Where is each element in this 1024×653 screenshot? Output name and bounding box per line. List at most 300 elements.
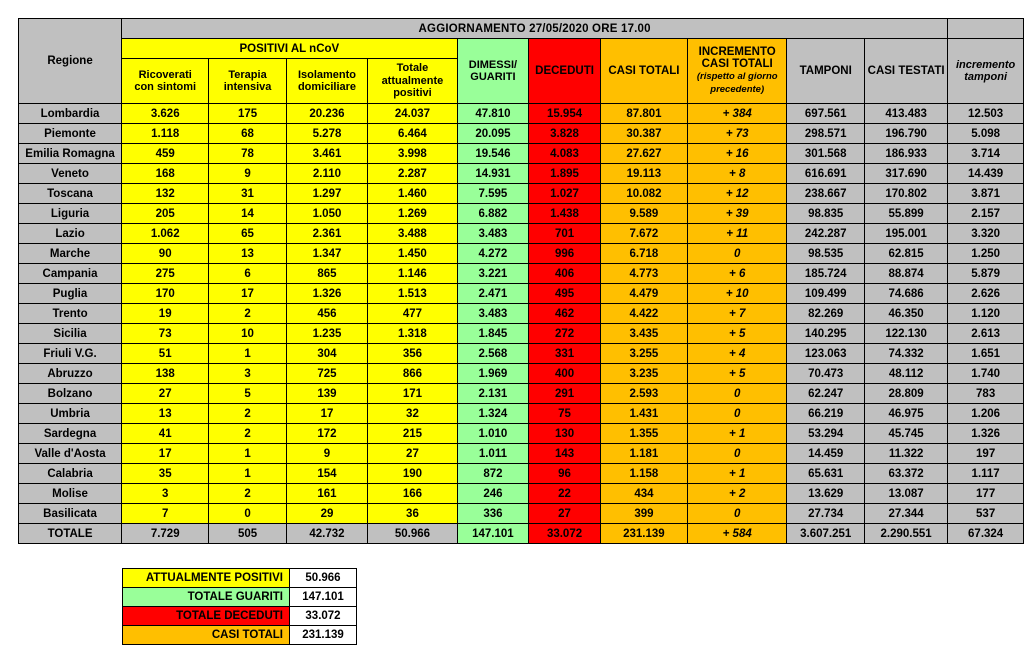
region-cell: Liguria (19, 204, 122, 224)
region-cell: Veneto (19, 164, 122, 184)
terapia-intensiva-cell: 17 (209, 284, 286, 304)
casi-totali-cell: 30.387 (600, 124, 687, 144)
tamponi-cell: 14.459 (787, 444, 864, 464)
header-incremento-line3: (rispetto al giorno precedente) (696, 71, 778, 95)
incremento-tamponi-cell: 12.503 (948, 104, 1024, 124)
attualmente-positivi-cell: 190 (368, 464, 457, 484)
attualmente-positivi-cell: 6.464 (368, 124, 457, 144)
guariti-cell: 1.010 (457, 424, 529, 444)
region-cell: Basilicata (19, 504, 122, 524)
legend-row (123, 569, 357, 588)
casi-testati-cell: 2.290.551 (864, 524, 947, 544)
casi-totali-cell: 7.672 (600, 224, 687, 244)
terapia-intensiva-cell: 10 (209, 324, 286, 344)
isolamento-cell: 42.732 (286, 524, 368, 544)
incremento-cell: + 11 (687, 224, 787, 244)
ricoverati-cell: 170 (122, 284, 209, 304)
table-row (19, 324, 1024, 344)
terapia-intensiva-cell: 1 (209, 464, 286, 484)
casi-testati-cell: 48.112 (864, 364, 947, 384)
region-cell: Marche (19, 244, 122, 264)
guariti-cell: 1.969 (457, 364, 529, 384)
deceduti-cell: 15.954 (529, 104, 601, 124)
deceduti-cell: 3.828 (529, 124, 601, 144)
guariti-cell: 2.471 (457, 284, 529, 304)
terapia-intensiva-cell: 78 (209, 144, 286, 164)
ricoverati-cell: 205 (122, 204, 209, 224)
casi-testati-cell: 13.087 (864, 484, 947, 504)
isolamento-cell: 161 (286, 484, 368, 504)
guariti-cell: 6.882 (457, 204, 529, 224)
incremento-tamponi-cell: 1.206 (948, 404, 1024, 424)
casi-totali-cell: 4.773 (600, 264, 687, 284)
region-cell: Sardegna (19, 424, 122, 444)
casi-totali-cell: 4.479 (600, 284, 687, 304)
ricoverati-cell: 7 (122, 504, 209, 524)
legend-value: 231.139 (290, 626, 357, 645)
incremento-cell: + 584 (687, 524, 787, 544)
casi-testati-cell: 74.332 (864, 344, 947, 364)
incremento-tamponi-cell: 1.651 (948, 344, 1024, 364)
terapia-intensiva-cell: 1 (209, 444, 286, 464)
attualmente-positivi-cell: 171 (368, 384, 457, 404)
incremento-cell: + 4 (687, 344, 787, 364)
terapia-intensiva-cell: 2 (209, 404, 286, 424)
guariti-cell: 3.483 (457, 224, 529, 244)
table-header-row-title (19, 19, 1024, 39)
table-row (19, 264, 1024, 284)
legend-label: CASI TOTALI (123, 626, 290, 645)
deceduti-cell: 291 (529, 384, 601, 404)
table-row (19, 304, 1024, 324)
attualmente-positivi-cell: 477 (368, 304, 457, 324)
legend-table (122, 568, 357, 645)
legend-value: 50.966 (290, 569, 357, 588)
attualmente-positivi-cell: 36 (368, 504, 457, 524)
deceduti-cell: 996 (529, 244, 601, 264)
tamponi-cell: 109.499 (787, 284, 864, 304)
tamponi-cell: 27.734 (787, 504, 864, 524)
header-incremento-line1: INCREMENTO (698, 46, 776, 58)
incremento-tamponi-cell: 2.613 (948, 324, 1024, 344)
header-ricoverati-line1: Ricoverati (138, 68, 192, 81)
table-row (19, 164, 1024, 184)
deceduti-cell: 4.083 (529, 144, 601, 164)
casi-totali-cell: 1.355 (600, 424, 687, 444)
header-regione: Regione (19, 19, 122, 104)
attualmente-positivi-cell: 356 (368, 344, 457, 364)
attualmente-positivi-cell: 3.998 (368, 144, 457, 164)
guariti-cell: 1.845 (457, 324, 529, 344)
tamponi-cell: 13.629 (787, 484, 864, 504)
incremento-cell: + 8 (687, 164, 787, 184)
incremento-cell: + 2 (687, 484, 787, 504)
header-isolamento-line2: domiciliare (297, 81, 357, 93)
tamponi-cell: 98.535 (787, 244, 864, 264)
guariti-cell: 2.131 (457, 384, 529, 404)
guariti-cell: 2.568 (457, 344, 529, 364)
attualmente-positivi-cell: 2.287 (368, 164, 457, 184)
guariti-cell: 19.546 (457, 144, 529, 164)
incremento-cell: + 6 (687, 264, 787, 284)
casi-totali-cell: 6.718 (600, 244, 687, 264)
tamponi-cell: 65.631 (787, 464, 864, 484)
ricoverati-cell: 1.062 (122, 224, 209, 244)
isolamento-cell: 304 (286, 344, 368, 364)
tamponi-cell: 123.063 (787, 344, 864, 364)
table-row (19, 144, 1024, 164)
incremento-cell: 0 (687, 444, 787, 464)
legend-value: 33.072 (290, 607, 357, 626)
region-cell: Abruzzo (19, 364, 122, 384)
terapia-intensiva-cell: 6 (209, 264, 286, 284)
incremento-tamponi-cell: 67.324 (948, 524, 1024, 544)
isolamento-cell: 1.297 (286, 184, 368, 204)
incremento-cell: + 7 (687, 304, 787, 324)
region-cell: Puglia (19, 284, 122, 304)
casi-totali-cell: 3.435 (600, 324, 687, 344)
header-isolamento-line1: Isolamento (297, 68, 357, 81)
terapia-intensiva-cell: 2 (209, 304, 286, 324)
isolamento-cell: 17 (286, 404, 368, 424)
terapia-intensiva-cell: 505 (209, 524, 286, 544)
deceduti-cell: 272 (529, 324, 601, 344)
terapia-intensiva-cell: 3 (209, 364, 286, 384)
table-row (19, 124, 1024, 144)
header-tamponi: TAMPONI (787, 39, 864, 104)
incremento-cell: 0 (687, 404, 787, 424)
deceduti-cell: 406 (529, 264, 601, 284)
region-cell: Calabria (19, 464, 122, 484)
legend-label: ATTUALMENTE POSITIVI (123, 569, 290, 588)
attualmente-positivi-cell: 1.269 (368, 204, 457, 224)
deceduti-cell: 400 (529, 364, 601, 384)
region-cell: Umbria (19, 404, 122, 424)
terapia-intensiva-cell: 2 (209, 484, 286, 504)
incremento-cell: 0 (687, 384, 787, 404)
terapia-intensiva-cell: 175 (209, 104, 286, 124)
guariti-cell: 20.095 (457, 124, 529, 144)
header-terapia-line1: Terapia (228, 68, 267, 81)
terapia-intensiva-cell: 13 (209, 244, 286, 264)
tamponi-cell: 140.295 (787, 324, 864, 344)
tamponi-cell: 616.691 (787, 164, 864, 184)
terapia-intensiva-cell: 9 (209, 164, 286, 184)
casi-totali-cell: 27.627 (600, 144, 687, 164)
terapia-intensiva-cell: 65 (209, 224, 286, 244)
casi-testati-cell: 196.790 (864, 124, 947, 144)
ricoverati-cell: 459 (122, 144, 209, 164)
incremento-cell: 0 (687, 504, 787, 524)
deceduti-cell: 75 (529, 404, 601, 424)
header-casi-totali: CASI TOTALI (600, 39, 687, 104)
ricoverati-cell: 13 (122, 404, 209, 424)
casi-totali-cell: 87.801 (600, 104, 687, 124)
region-cell: Lombardia (19, 104, 122, 124)
guariti-cell: 1.324 (457, 404, 529, 424)
casi-testati-cell: 74.686 (864, 284, 947, 304)
table-row (19, 424, 1024, 444)
table-row (19, 404, 1024, 424)
isolamento-cell: 154 (286, 464, 368, 484)
table-row (19, 444, 1024, 464)
incremento-cell: + 384 (687, 104, 787, 124)
isolamento-cell: 725 (286, 364, 368, 384)
header-deceduti: DECEDUTI (529, 39, 601, 104)
incremento-tamponi-cell: 5.879 (948, 264, 1024, 284)
ricoverati-cell: 41 (122, 424, 209, 444)
casi-totali-cell: 231.139 (600, 524, 687, 544)
isolamento-cell: 865 (286, 264, 368, 284)
attualmente-positivi-cell: 27 (368, 444, 457, 464)
guariti-cell: 336 (457, 504, 529, 524)
casi-totali-cell: 2.593 (600, 384, 687, 404)
casi-testati-cell: 46.350 (864, 304, 947, 324)
guariti-cell: 147.101 (457, 524, 529, 544)
header-totale-line3: positivi (393, 87, 432, 100)
terapia-intensiva-cell: 68 (209, 124, 286, 144)
guariti-cell: 14.931 (457, 164, 529, 184)
casi-testati-cell: 195.001 (864, 224, 947, 244)
region-cell: Piemonte (19, 124, 122, 144)
header-terapia-intensiva (209, 59, 286, 104)
table-row (19, 224, 1024, 244)
table-row (19, 504, 1024, 524)
deceduti-cell: 495 (529, 284, 601, 304)
ricoverati-cell: 132 (122, 184, 209, 204)
attualmente-positivi-cell: 1.460 (368, 184, 457, 204)
isolamento-cell: 2.110 (286, 164, 368, 184)
incremento-tamponi-cell: 3.714 (948, 144, 1024, 164)
casi-totali-cell: 19.113 (600, 164, 687, 184)
casi-totali-cell: 1.431 (600, 404, 687, 424)
ricoverati-cell: 275 (122, 264, 209, 284)
header-positivi-group: POSITIVI AL nCoV (122, 39, 458, 59)
casi-totali-cell: 3.235 (600, 364, 687, 384)
incremento-tamponi-cell: 1.326 (948, 424, 1024, 444)
incremento-cell: + 5 (687, 364, 787, 384)
incremento-cell: + 12 (687, 184, 787, 204)
casi-testati-cell: 186.933 (864, 144, 947, 164)
incremento-tamponi-cell: 197 (948, 444, 1024, 464)
deceduti-cell: 1.438 (529, 204, 601, 224)
deceduti-cell: 33.072 (529, 524, 601, 544)
header-ricoverati (122, 59, 209, 104)
tamponi-cell: 697.561 (787, 104, 864, 124)
region-cell: Bolzano (19, 384, 122, 404)
tamponi-cell: 242.287 (787, 224, 864, 244)
deceduti-cell: 331 (529, 344, 601, 364)
casi-testati-cell: 11.322 (864, 444, 947, 464)
attualmente-positivi-cell: 50.966 (368, 524, 457, 544)
deceduti-cell: 96 (529, 464, 601, 484)
incremento-tamponi-cell: 537 (948, 504, 1024, 524)
isolamento-cell: 1.235 (286, 324, 368, 344)
table-row (19, 284, 1024, 304)
casi-testati-cell: 317.690 (864, 164, 947, 184)
casi-totali-cell: 3.255 (600, 344, 687, 364)
casi-totali-cell: 1.181 (600, 444, 687, 464)
terapia-intensiva-cell: 31 (209, 184, 286, 204)
table-header-row-group (19, 39, 1024, 59)
ricoverati-cell: 19 (122, 304, 209, 324)
incremento-cell: + 16 (687, 144, 787, 164)
tamponi-cell: 238.667 (787, 184, 864, 204)
covid-regions-table (18, 18, 1024, 544)
header-spacer (948, 19, 1024, 39)
header-terapia-line2: intensiva (223, 81, 272, 93)
deceduti-cell: 1.895 (529, 164, 601, 184)
header-isolamento-domiciliare (286, 59, 368, 104)
isolamento-cell: 9 (286, 444, 368, 464)
isolamento-cell: 139 (286, 384, 368, 404)
tamponi-cell: 66.219 (787, 404, 864, 424)
header-totale-line1: Totale (396, 62, 429, 75)
terapia-intensiva-cell: 14 (209, 204, 286, 224)
ricoverati-cell: 7.729 (122, 524, 209, 544)
region-cell: Emilia Romagna (19, 144, 122, 164)
table-row (19, 464, 1024, 484)
incremento-cell: + 1 (687, 424, 787, 444)
incremento-tamponi-cell: 3.320 (948, 224, 1024, 244)
incremento-cell: + 10 (687, 284, 787, 304)
casi-totali-cell: 399 (600, 504, 687, 524)
isolamento-cell: 2.361 (286, 224, 368, 244)
legend-label: TOTALE DECEDUTI (123, 607, 290, 626)
deceduti-cell: 27 (529, 504, 601, 524)
ricoverati-cell: 90 (122, 244, 209, 264)
ricoverati-cell: 138 (122, 364, 209, 384)
header-incremento-casi (687, 39, 787, 104)
tamponi-cell: 70.473 (787, 364, 864, 384)
guariti-cell: 872 (457, 464, 529, 484)
region-cell: Molise (19, 484, 122, 504)
incremento-tamponi-cell: 1.250 (948, 244, 1024, 264)
casi-testati-cell: 46.975 (864, 404, 947, 424)
isolamento-cell: 1.347 (286, 244, 368, 264)
casi-testati-cell: 28.809 (864, 384, 947, 404)
deceduti-cell: 22 (529, 484, 601, 504)
isolamento-cell: 20.236 (286, 104, 368, 124)
casi-testati-cell: 170.802 (864, 184, 947, 204)
incremento-tamponi-cell: 1.117 (948, 464, 1024, 484)
attualmente-positivi-cell: 1.450 (368, 244, 457, 264)
casi-totali-cell: 9.589 (600, 204, 687, 224)
region-cell: Trento (19, 304, 122, 324)
ricoverati-cell: 168 (122, 164, 209, 184)
attualmente-positivi-cell: 1.318 (368, 324, 457, 344)
casi-testati-cell: 63.372 (864, 464, 947, 484)
tamponi-cell: 82.269 (787, 304, 864, 324)
terapia-intensiva-cell: 1 (209, 344, 286, 364)
table-total-row (19, 524, 1024, 544)
tamponi-cell: 53.294 (787, 424, 864, 444)
region-cell: Friuli V.G. (19, 344, 122, 364)
guariti-cell: 4.272 (457, 244, 529, 264)
region-cell: Sicilia (19, 324, 122, 344)
ricoverati-cell: 51 (122, 344, 209, 364)
incremento-tamponi-cell: 2.157 (948, 204, 1024, 224)
attualmente-positivi-cell: 166 (368, 484, 457, 504)
incremento-tamponi-cell: 1.740 (948, 364, 1024, 384)
casi-testati-cell: 45.745 (864, 424, 947, 444)
incremento-tamponi-cell: 5.098 (948, 124, 1024, 144)
legend-row (123, 607, 357, 626)
deceduti-cell: 130 (529, 424, 601, 444)
guariti-cell: 246 (457, 484, 529, 504)
attualmente-positivi-cell: 32 (368, 404, 457, 424)
header-incremento-tamponi-line2: tamponi (964, 71, 1008, 83)
table-row (19, 364, 1024, 384)
guariti-cell: 3.483 (457, 304, 529, 324)
header-dimessi-guariti (457, 39, 529, 104)
incremento-cell: + 73 (687, 124, 787, 144)
tamponi-cell: 3.607.251 (787, 524, 864, 544)
header-dimessi-line2: GUARITI (470, 71, 516, 83)
region-cell: Toscana (19, 184, 122, 204)
ricoverati-cell: 3.626 (122, 104, 209, 124)
ricoverati-cell: 1.118 (122, 124, 209, 144)
incremento-tamponi-cell: 1.120 (948, 304, 1024, 324)
casi-testati-cell: 62.815 (864, 244, 947, 264)
attualmente-positivi-cell: 215 (368, 424, 457, 444)
header-totale-line2: attualmente (381, 74, 444, 87)
legend-value: 147.101 (290, 588, 357, 607)
attualmente-positivi-cell: 1.513 (368, 284, 457, 304)
attualmente-positivi-cell: 1.146 (368, 264, 457, 284)
incremento-cell: 0 (687, 244, 787, 264)
table-row (19, 244, 1024, 264)
incremento-cell: + 39 (687, 204, 787, 224)
casi-totali-cell: 10.082 (600, 184, 687, 204)
tamponi-cell: 301.568 (787, 144, 864, 164)
incremento-tamponi-cell: 3.871 (948, 184, 1024, 204)
incremento-tamponi-cell: 2.626 (948, 284, 1024, 304)
isolamento-cell: 1.050 (286, 204, 368, 224)
header-casi-testati: CASI TESTATI (864, 39, 947, 104)
tamponi-cell: 185.724 (787, 264, 864, 284)
table-row (19, 344, 1024, 364)
region-cell: Lazio (19, 224, 122, 244)
incremento-cell: + 5 (687, 324, 787, 344)
attualmente-positivi-cell: 24.037 (368, 104, 457, 124)
casi-testati-cell: 88.874 (864, 264, 947, 284)
region-cell: Valle d'Aosta (19, 444, 122, 464)
header-totale-attualmente-positivi (368, 59, 457, 104)
header-update-title: AGGIORNAMENTO 27/05/2020 ORE 17.00 (122, 19, 948, 39)
header-incremento-tamponi-line1: incremento (955, 58, 1016, 71)
isolamento-cell: 5.278 (286, 124, 368, 144)
region-cell: TOTALE (19, 524, 122, 544)
attualmente-positivi-cell: 866 (368, 364, 457, 384)
header-incremento-tamponi (948, 39, 1024, 104)
casi-totali-cell: 1.158 (600, 464, 687, 484)
deceduti-cell: 143 (529, 444, 601, 464)
header-dimessi-line1: DIMESSI/ (468, 58, 518, 71)
ricoverati-cell: 3 (122, 484, 209, 504)
header-ricoverati-line2: con sintomi (134, 81, 197, 93)
header-incremento-line2: CASI TOTALI (701, 58, 773, 70)
legend-row (123, 588, 357, 607)
table-row (19, 384, 1024, 404)
isolamento-cell: 3.461 (286, 144, 368, 164)
tamponi-cell: 98.835 (787, 204, 864, 224)
legend-row (123, 626, 357, 645)
ricoverati-cell: 17 (122, 444, 209, 464)
incremento-tamponi-cell: 14.439 (948, 164, 1024, 184)
isolamento-cell: 1.326 (286, 284, 368, 304)
deceduti-cell: 1.027 (529, 184, 601, 204)
